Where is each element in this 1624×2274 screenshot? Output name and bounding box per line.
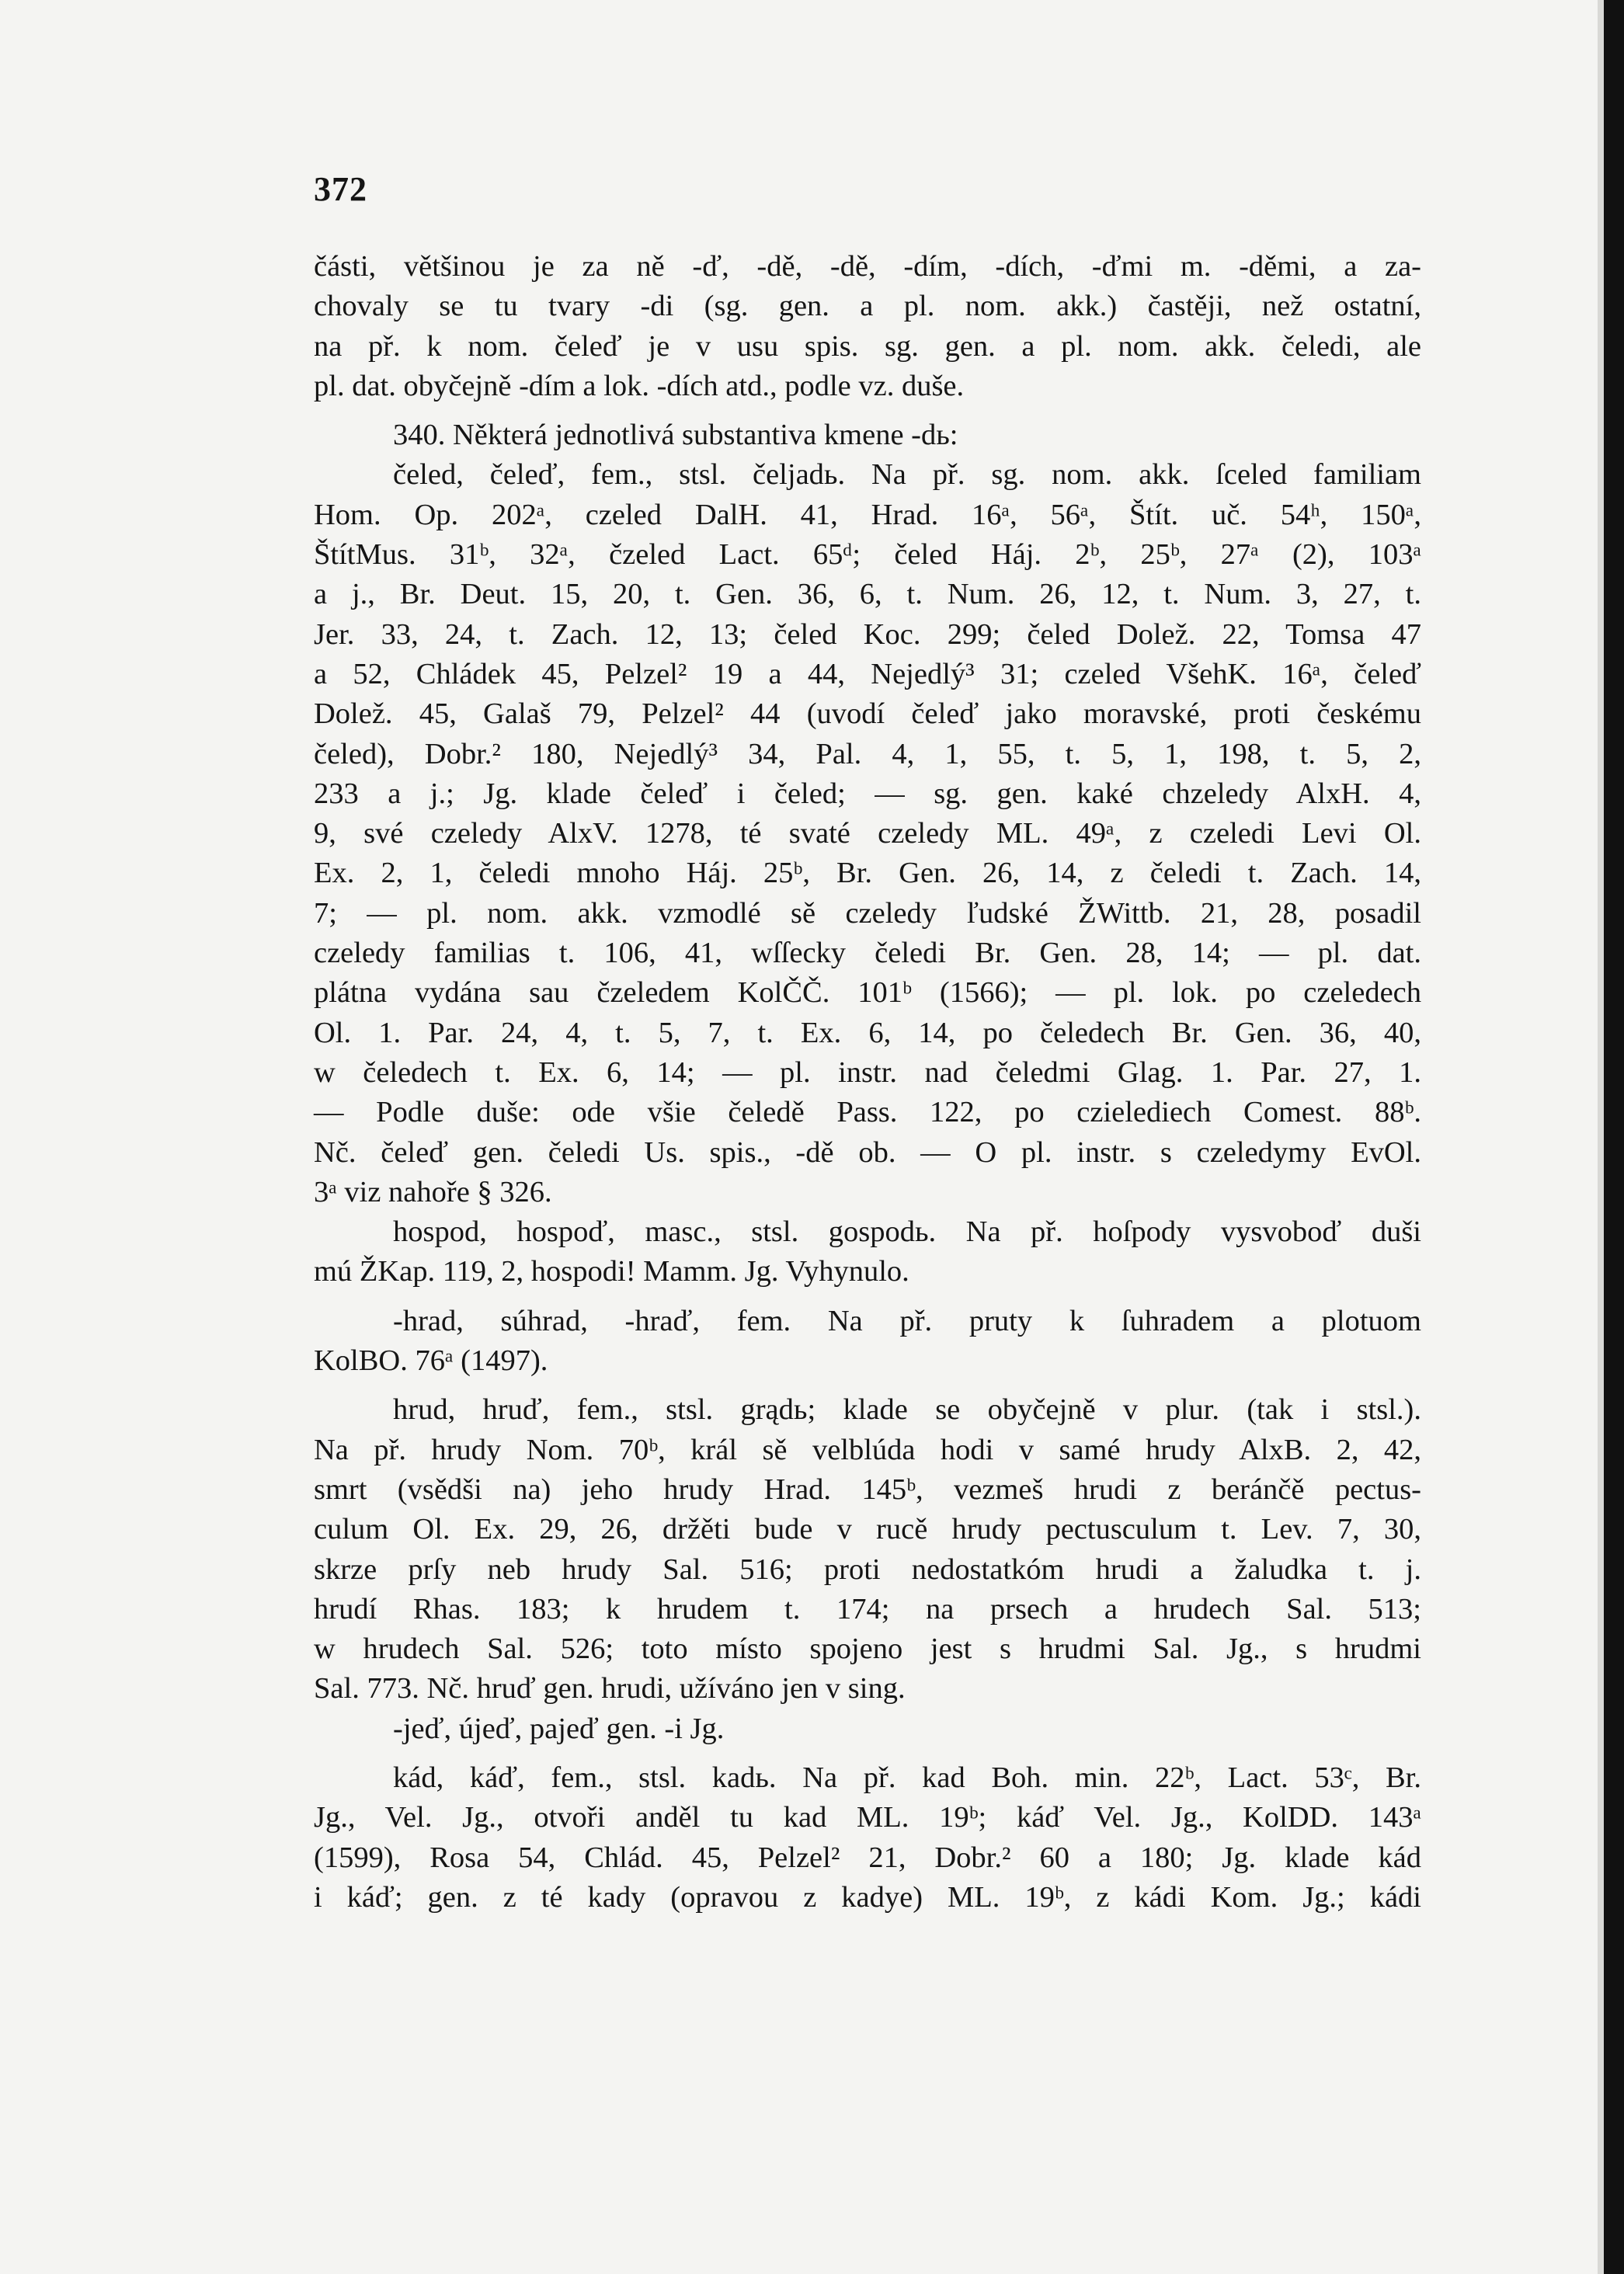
text-line: čeled), Dobr.² 180, Nejedlý³ 34, Pal. 4, 1, 55, t. 5, 1, 198, t. 5, 2,	[314, 737, 1421, 770]
text-line: kád, káď, fem., stsl. kadь. Na př. kad Boh. min. 22ᵇ, Lact. 53ᶜ, Br.	[393, 1761, 1421, 1794]
text-line: KolBO. 76ᵃ (1497).	[314, 1344, 548, 1378]
text-line: — Podle duše: ode všie čeledě Pass. 122, po czieledіech Comest. 88ᵇ.	[314, 1096, 1421, 1129]
text-line: w čeledech t. Ex. 6, 14; — pl. instr. nad čeledmi Glag. 1. Par. 27, 1.	[314, 1055, 1421, 1089]
text-line: Sal. 773. Nč. hruď gen. hrudi, užíváno jen v sing.	[314, 1672, 906, 1706]
text-line: w hrudech Sal. 526; toto místo spojeno jest s hrudmi Sal. Jg., s hrudmi	[314, 1632, 1421, 1666]
text-line: čeled, čeleď, fem., stsl. čeljadь. Na př. sg. nom. akk. ſceled familiam	[393, 458, 1421, 492]
text-line: Jg., Vel. Jg., otvoři anděl tu kad ML. 19ᵇ; káď Vel. Jg., KolDD. 143ᵃ	[314, 1801, 1421, 1834]
text-line: na př. k nom. čeleď je v usu spis. sg. gen. a pl. nom. akk. čeledi, ale	[314, 329, 1421, 363]
section-heading: 340. Některá jednotlivá substantiva kmene -dь:	[393, 419, 958, 452]
text-line: hospod, hospoď, masc., stsl. gospodь. Na př. hoſpody vysvoboď duši	[393, 1215, 1421, 1249]
text-line: části, většinou je za ně -ď, -dě, -dě, -dím, -dích, -ďmi m. -děmi, a za-	[314, 250, 1421, 283]
scan-edge-light	[1598, 0, 1604, 2274]
text-line: Na př. hrudy Nom. 70ᵇ, král sě velblúda hodi v samé hrudy AlxB. 2, 42,	[314, 1433, 1421, 1466]
text-line: (1599), Rosa 54, Chlád. 45, Pelzel² 21, Dobr.² 60 a 180; Jg. klade kád	[314, 1841, 1421, 1874]
text-line: ŠtítMus. 31ᵇ, 32ᵃ, čzeled Lact. 65ᵈ; čeled Háj. 2ᵇ, 25ᵇ, 27ᵃ (2), 103ᵃ	[314, 538, 1421, 572]
text-line: -jeď, újeď, pajeď gen. -i Jg.	[393, 1712, 725, 1745]
text-line: hrud, hruď, fem., stsl. grąd​ь; klade se obyčejně v plur. (tak i stsl.).	[393, 1393, 1421, 1427]
text-line: skrze prſy neb hrudy Sal. 516; proti nedostatkóm hrudi a žaludka t. j.	[314, 1553, 1421, 1586]
text-line: a 52, Chládek 45, Pelzel² 19 a 44, Nejedlý³ 31; czeled VšehK. 16ᵃ, čeleď	[314, 657, 1421, 690]
text-line: Ex. 2, 1, čeledi mnoho Háj. 25ᵇ, Br. Gen. 26, 14, z čeledi t. Zach. 14,	[314, 857, 1421, 890]
page-number: 372	[314, 170, 367, 208]
text-line: 233 a j.; Jg. klade čeleď i čeled; — sg. gen. kaké chzeledy AlxH. 4,	[314, 777, 1421, 810]
text-line: a j., Br. Deut. 15, 20, t. Gen. 36, 6, t. Num. 26, 12, t. Num. 3, 27, t.	[314, 578, 1421, 611]
text-line: smrt (vsědši na) jeho hrudy Hrad. 145ᵇ, vezmeš hrudi z beránčě pectus-	[314, 1473, 1421, 1506]
text-line: -hrad, súhrad, -hraď, fem. Na př. pruty k ſuhradem a plotuom	[393, 1304, 1421, 1337]
text-line: 9, své czeledy AlxV. 1278, té svaté czeledy ML. 49ᵃ, z czeledi Levi Ol.	[314, 817, 1421, 850]
text-line: Jer. 33, 24, t. Zach. 12, 13; čeled Koc. 299; čeled Dolež. 22, Tomsa 47	[314, 617, 1421, 651]
text-line: pl. dat. obyčejně -dím a lok. -dích atd., podle vz. duše.	[314, 369, 965, 402]
text-line: 3ᵃ viz nahoře § 326.	[314, 1175, 552, 1208]
text-line: i káď; gen. z té kady (opravou z kadye) ML. 19ᵇ, z kádi Kom. Jg.; kádi	[314, 1880, 1421, 1914]
text-line: czeledy familias t. 106, 41, wſſecky čeledi Br. Gen. 28, 14; — pl. dat.	[314, 937, 1421, 970]
text-line: culum Ol. Ex. 29, 26, držěti bude v rucě hrudy pectusculum t. Lev. 7, 30,	[314, 1513, 1421, 1546]
text-body	[314, 247, 1421, 1918]
text-line: plátna vydána sau čzeledem KolČČ. 101ᵇ (1566); — pl. lok. po czeledech	[314, 976, 1421, 1010]
text-line: Ol. 1. Par. 24, 4, t. 5, 7, t. Ex. 6, 14, po čeledech Br. Gen. 36, 40,	[314, 1016, 1421, 1049]
text-line: chovaly se tu tvary -di (sg. gen. a pl. nom. akk.) častěji, než ostatní,	[314, 290, 1421, 323]
scan-edge-dark	[1604, 0, 1624, 2274]
text-line: hrudí Rhas. 183; k hrudem t. 174; na prsech a hrudech Sal. 513;	[314, 1592, 1421, 1626]
text-line: Dolež. 45, Galaš 79, Pelzel² 44 (uvodí čeleď jako moravské, proti českému	[314, 697, 1421, 731]
text-line: 7; — pl. nom. akk. vzmodlé sě czeledy ľudské ŽWittb. 21, 28, posadil	[314, 896, 1421, 930]
text-line: Nč. čeleď gen. čeledi Us. spis., -dě ob. — O pl. instr. s czeledymy EvOl.	[314, 1135, 1421, 1169]
text-line: Hom. Op. 202ᵃ, czeled DalH. 41, Hrad. 16ᵃ, 56ᵃ, Štít. uč. 54ʰ, 150ᵃ,	[314, 498, 1421, 531]
text-line: mú ŽKap. 119, 2, hospodi! Mamm. Jg. Vyhynulo.	[314, 1255, 909, 1288]
